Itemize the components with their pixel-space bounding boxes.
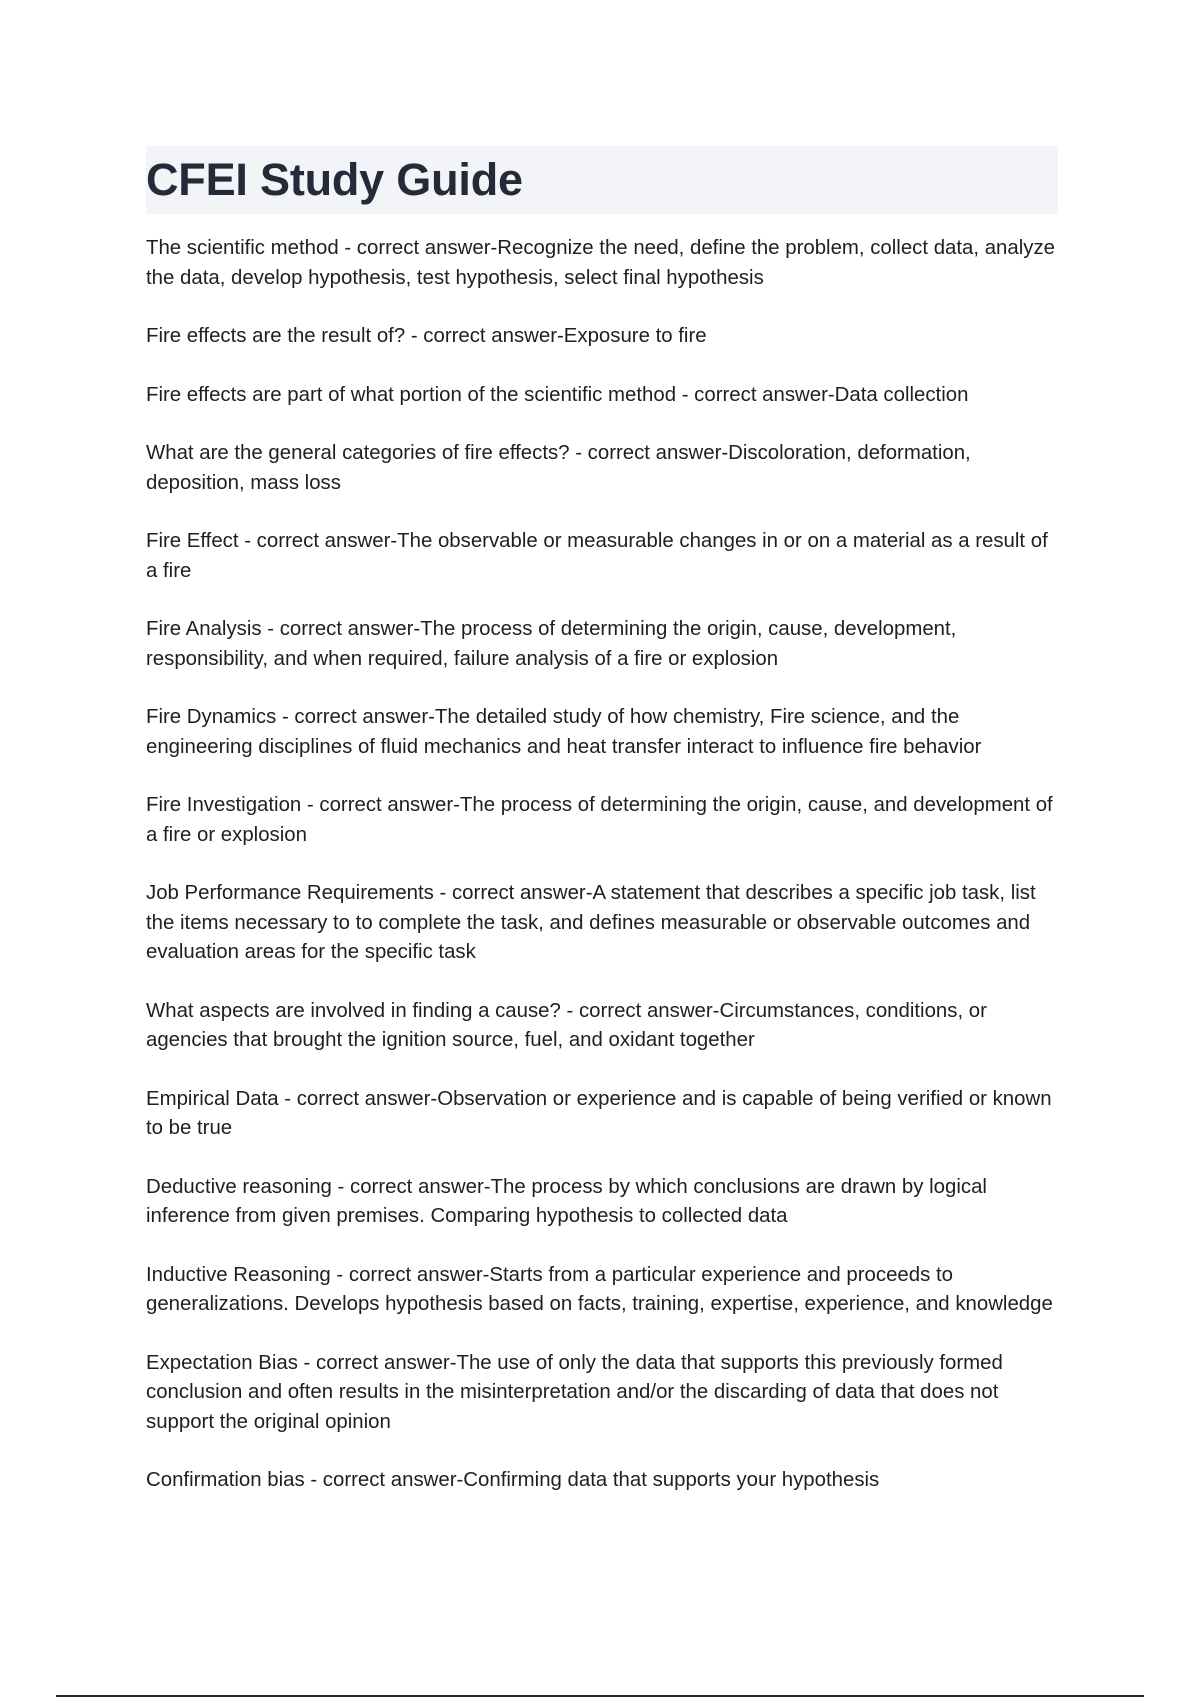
qa-list xyxy=(146,234,1058,1496)
qa-entry: Fire Dynamics - correct answer-The detailed study of how chemistry, Fire science, and the engineering disciplines of fluid mechanics and heat transfer interact to influence fire behavior xyxy=(146,706,982,758)
page-title: CFEI Study Guide xyxy=(146,154,523,205)
qa-entry: Fire effects are the result of? - correct answer-Exposure to fire xyxy=(146,325,707,347)
qa-entry: What aspects are involved in finding a cause? - correct answer-Circumstances, conditions, or agencies that brought the ignition source, fuel, and oxidant together xyxy=(146,999,987,1051)
title-banner xyxy=(146,146,1058,214)
qa-entry: Job Performance Requirements - correct answer-A statement that describes a specific job task, list the items necessary to to complete the task, and defines measurable or observable outcomes and evaluation areas for the specific task xyxy=(146,882,1036,963)
qa-entry: Empirical Data - correct answer-Observation or experience and is capable of being verified or known to be true xyxy=(146,1087,1052,1139)
qa-entry: Fire Effect - correct answer-The observable or measurable changes in or on a material as a result of a fire xyxy=(146,530,1048,582)
qa-entry: Expectation Bias - correct answer-The use of only the data that supports this previously formed conclusion and often results in the misinterpretation and/or the discarding of data that does not support the original opinion xyxy=(146,1351,1003,1433)
qa-entry: Inductive Reasoning - correct answer-Starts from a particular experience and proceeds to generalizations. Develops hypothesis based on facts, training, expertise, experience, and knowledge xyxy=(146,1263,1053,1315)
document-page xyxy=(146,146,1058,1525)
qa-entry: Fire Analysis - correct answer-The process of determining the origin, cause, development, responsibility, and when required, failure analysis of a fire or explosion xyxy=(146,618,957,670)
qa-entry: The scientific method - correct answer-Recognize the need, define the problem, collect data, analyze the data, develop hypothesis, test hypothesis, select final hypothesis xyxy=(146,237,1055,289)
qa-entry: Fire effects are part of what portion of the scientific method - correct answer-Data collection xyxy=(146,383,969,406)
qa-entry: Confirmation bias - correct answer-Confirming data that supports your hypothesis xyxy=(146,1469,880,1491)
qa-entry: Fire Investigation - correct answer-The process of determining the origin, cause, and development of a fire or explosion xyxy=(146,794,1053,846)
qa-entry: Deductive reasoning - correct answer-The process by which conclusions are drawn by logical inference from given premises. Comparing hypothesis to collected data xyxy=(146,1175,987,1227)
footer-divider xyxy=(56,1695,1144,1697)
qa-entry: What are the general categories of fire effects? - correct answer-Discoloration, deformation, deposition, mass loss xyxy=(146,442,971,494)
